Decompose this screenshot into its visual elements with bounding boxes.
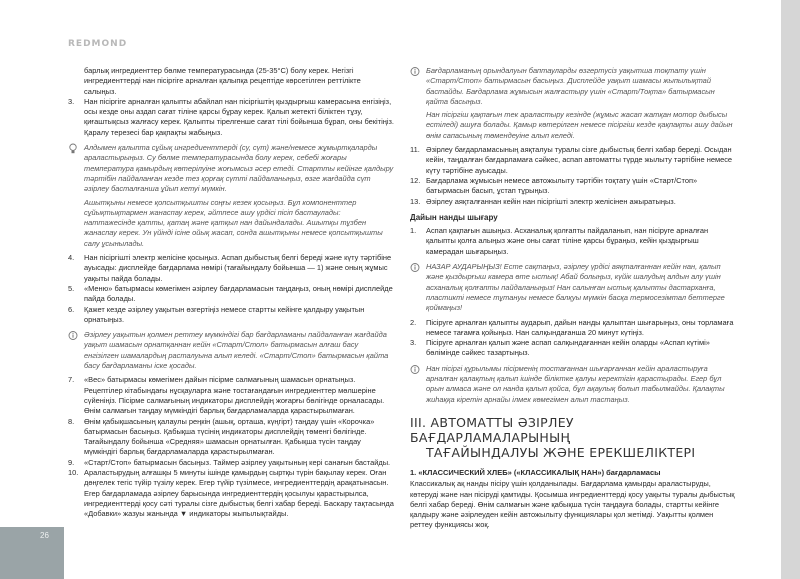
step-number: 11. <box>410 145 420 155</box>
left-column <box>68 66 394 519</box>
info-icon <box>410 66 420 78</box>
step-text: Нан пісіргішті электр желісіне қосыңыз. Аспап дыбыстық белгі береді және күту тәртібіне ауысады: дисплейде бағдарлама нөмірі (тағайындалу бойынша — 1) және оның жұмыс уақыты пайда болады. <box>84 253 392 283</box>
step-7 <box>68 375 394 416</box>
step-8 <box>68 417 394 458</box>
step-number: 13. <box>410 196 421 206</box>
remove-bread-heading: Дайын нанды шығару <box>410 212 498 222</box>
section-title <box>410 415 736 460</box>
info-paragraph: Бағдарламаның орындалуын баптауларды өзгертусіз уақытша тоқтату үшін «Старт/Стоп» батырмасын басыңыз. Дисплейде уақыт шамасы жыпылықтай бастайды. Бағдарлама жұмысын жалғастыру үшін «Старт/Тоқта» батырмасын қайта басыңыз. <box>426 66 715 106</box>
step-number: 9. <box>68 457 75 467</box>
step-text: Бағдарлама жұмысын немесе автожылыту тәртібін тоқтату үшін «Старт/Стоп» батырмасын басып, ұстап тұрыңыз. <box>426 175 698 196</box>
remove-step-2 <box>410 318 736 339</box>
step-3 <box>68 97 394 138</box>
continued-paragraph: барлық ингредиенттер бөлме температурасында (25-35°С) болу керек. Негізгі ингредиенттерді нан пісіргіге арналған қалыпқа рецептіде көрсетілген реттілікте салыңыз. <box>84 66 361 96</box>
step-5 <box>68 284 394 305</box>
step-number: 12. <box>410 175 421 185</box>
info-icon <box>410 364 420 376</box>
info-paragraph: Нан пісіргі құрылымы пісірменің тостағаннан шығарғаннан кейін араластыруға арналған қалақтың қалып ішінде біліктке қалуы керектігін қарастырады. Егер бұл орын алмаса және ол нанда қалып қойса, бұл ақаулық болып табылмайды. Қалақты жиһаққа кіретін арнайы ілмек көмегімен алып тастаңыз. <box>426 363 725 404</box>
page-number: 26 <box>40 531 49 540</box>
section-title-line-2: ТАҒАЙЫНДАЛУЫ ЖӘНЕ ЕРЕКШЕЛІКТЕРІ <box>426 444 696 460</box>
right-column <box>410 66 736 531</box>
step-number: 1. <box>410 226 417 236</box>
page-number-bar <box>0 527 64 579</box>
step-13 <box>410 197 736 207</box>
step-9 <box>68 458 394 468</box>
step-text: Әзірлеу аяқталғаннан кейін нан пісіргішті электр желісінен ажыратыңыз. <box>426 196 676 206</box>
step-number: 4. <box>68 253 75 263</box>
step-number: 10. <box>68 467 79 477</box>
info-icon <box>68 330 78 342</box>
step-text: Әзірлеу бағдарламасының аяқталуы туралы сізге дыбыстық белгі хабар береді. Осыдан кейін, таңдалған бағдарламаға сәйкес, аспап автоматты түрде жылыту тәртібіне немесе күту тәртібіне ауысады. <box>426 145 733 175</box>
step-number: 6. <box>68 304 75 314</box>
step-text: Пісіруге арналған қалып және аспап салқындағаннан кейін оларды «Аспап күтімі» бөлімінде сәйкес тазартыңыз. <box>426 338 710 358</box>
tip-paragraph: Алдымен қалыпта сұйық ингредиенттерді (су, сүт) және/немесе жұмыртқаларды араластырыңыз. Су бөлме температурасында болу керек, себебі жоғары температура қамырдың көтерілуіне жоғымсыз әсер етеді. Стартты кейінге қалдыру тәртібін пайдаланған кезде тез қорғақ сүтті пайдаланыңыз, өзге жағдайда сүт әзірлеу басталғанша ұйып кетуі мүмкін. <box>84 143 394 194</box>
step-11 <box>410 145 736 176</box>
step-text: Нан пісіргіге арналған қалыпты абайлап нан пісіргіштің қыздырғыш камерасына енгізіңіз, осы кезде оны аздап сағат тіліне қарсы бұрау керек. Қалып жетекті біліктен тұзу, қиғаштықсыз жалғасу керек. Қалыпты тірелгенше сағат тілі бойынша бұрап, оны бекітіңіз. Қаралу терезесі бар қақпақты жабыңыз. <box>84 96 394 137</box>
program-1-heading: 1. «КЛАССИЧЕСКИЙ ХЛЕБ» («КЛАССИКАЛЫҚ НАН») бағдарламасы <box>410 467 661 477</box>
warning-note <box>410 262 736 313</box>
tip-note-1 <box>68 143 394 249</box>
step-text: Өнім қабықшасының қалаулы реңкін (ашық, орташа, күңгірт) таңдау үшін «Корочка» батырмасын басыңыз. Қабықша түсінің индикаторы дисплейдің төменгі бөлігінде. Тағайындалу бойынша «Средняя» шамасын орнатылған. Қабықша түсін таңдау мүмкіндігі барлық бағдарламаларда қарастырылмаған. <box>84 416 375 457</box>
warning-paragraph: НАЗАР АУДАРЫҢЫЗ! Есте сақтаңыз, әзірлеу үрдісі аяқталғаннан кейін нан, қалып және қыздырғыш камера өте ыстық! Абай болыңыз, күйік шалудың алдын алу үшін асханалық қолғапты пайдаланыңыз! Нан салынған ыстық қалыпты дастарханға, пластикті немесе тұтануы немесе балқуы мүмкін басқа термосезімтал беттерге қоймаңыз! <box>426 262 725 313</box>
program-1-text: Классикалық ақ нанды пісіру үшін қолданылады. Бағдарлама қамырды араластыруды, көтеруді және нан пісіруді қамтиды. Қосымша ингредиенттерді қосу уақыты туралы дыбыстық белгі хабар береді. Өнім салмағын және қабықша түсін таңдауға болады, стартты кейінге қалдыру және әзірлеуден кейін автожылыту функциялары қол жетімді. Уақытты қолмен реттеу функциясы жоқ. <box>410 479 735 530</box>
step-text: «Старт/Стоп» батырмасын басыңыз. Таймер әзірлеу уақытының кері санағын бастайды. <box>84 457 391 467</box>
step-text: «Вес» батырмасы көмегімен дайын пісірме салмағының шамасын орнатыңыз. Рецептілер кітабындағы нұсқауларға және тостағандағын ингредиенттер мөлшеріне сүйеніңіз. Пісірме салмағының индикаторы дисплейдің жоғарғы бөлігінде орналасады. Өнім салмағын таңдау мүмкіндігі барлық бағдарламаларда қарастырылмаған. <box>84 375 385 416</box>
info-note-3 <box>410 66 736 141</box>
brand-logo: REDMOND <box>68 39 128 49</box>
step-4 <box>68 253 394 284</box>
remove-step-3 <box>410 338 736 359</box>
step-text: Араластырудың алғашқы 5 минуты ішінде қамырдың сыртқы түрін бақылау керек. Оған дөңгелек тегіс түйір түзілу керек. Егер түйір түзілмесе, ингредиенттердің арақатынасын. Егер бағдарламада әзірлеу барысында ингредиенттердің қосылуы қарастырылса, ингредиенттерді қосу сәті туралы сізге дыбыстық белгі хабар береді. Баскару тақтасында «Добавки» жазуы жанында ▼ индикаторы жыпылықтайды. <box>84 467 394 519</box>
edge-tab <box>781 0 800 579</box>
tip-paragraph: Ашытқыны немесе қопсытқышты соңғы кезек қосыңыз. Бұл компоненттер сұйықтықтармен жанаспау керек, әйтпесе ашу үрдісі пісіп бастаулады: наттажесінде қатты, қатаң және қатқыл нан дайындалады. Ашытқы тұзбен жанаспау керек. Ун үйінді ісіне ойық жасап, сонда ашытқыны немесе қопсытқышты салу ұсынылады. <box>84 197 383 248</box>
step-number: 3. <box>410 338 417 348</box>
step-number: 3. <box>68 96 75 106</box>
section-title-line-1: III. АВТОМАТТЫ ӘЗІРЛЕУ БАҒДАРЛАМАЛАРЫНЫҢ <box>410 414 574 445</box>
info-note-5 <box>410 364 736 405</box>
step-text: Қажет кезде әзірлеу уақытын өзгертіңіз немесе стартты кейінге қалдыру уақытын орнатыңыз. <box>84 304 365 324</box>
step-number: 7. <box>68 375 75 385</box>
step-text: Аспап қақпағын ашыңыз. Асханалық қолғапты пайдаланып, нан пісіруге арналған қалыпты қолға алыңыз және оны сағат тіліне қарсы бұраңыз, кейін қыздырғыш камерадан шығарыңыз. <box>426 226 709 256</box>
step-6 <box>68 305 394 326</box>
lightbulb-icon <box>68 143 78 155</box>
info-paragraph: Нан пісіргіш қақпағын тек араластыру кезінде (жұмыс жасап жатқан мотор дыбысы естіледі) ашуға болады. Қамыр көтерілген немесе пісіргіш кезде қақпақты ашу дайын өнім сапасының төмендеуіне алып келеді. <box>426 110 733 140</box>
step-12 <box>410 176 736 197</box>
info-paragraph: Әзірлеу уақытын қолмен реттеу мүмкіндігі бар бағдарламаны пайдаланған жағдайда уақыт шамасын орнатқаннан кейін «Старт/Стоп» батырмасын алғаш басу енгізілген шамалардың расталуына алып келеді. «Старт/Стоп» батырмасын қайта басу бағдарламаны іске қосады. <box>84 330 389 371</box>
info-note-2 <box>68 330 394 371</box>
step-text: «Меню» батырмасы көмегімен әзірлеу бағдарламасын таңдаңыз, оның нөмірі дисплейде пайда болады. <box>84 283 393 304</box>
remove-step-1 <box>410 226 736 257</box>
step-text: Пісіруге арналған қалыпты аударып, дайын нанды қалыптан шығарыңыз, оны торламаға немесе тағамға қойыңыз. Нан салқындағанша 20 минут күтіңіз. <box>426 317 734 337</box>
step-number: 5. <box>68 283 75 293</box>
step-10 <box>68 468 394 519</box>
info-icon <box>410 262 420 274</box>
step-number: 2. <box>410 317 417 327</box>
step-number: 8. <box>68 416 75 426</box>
